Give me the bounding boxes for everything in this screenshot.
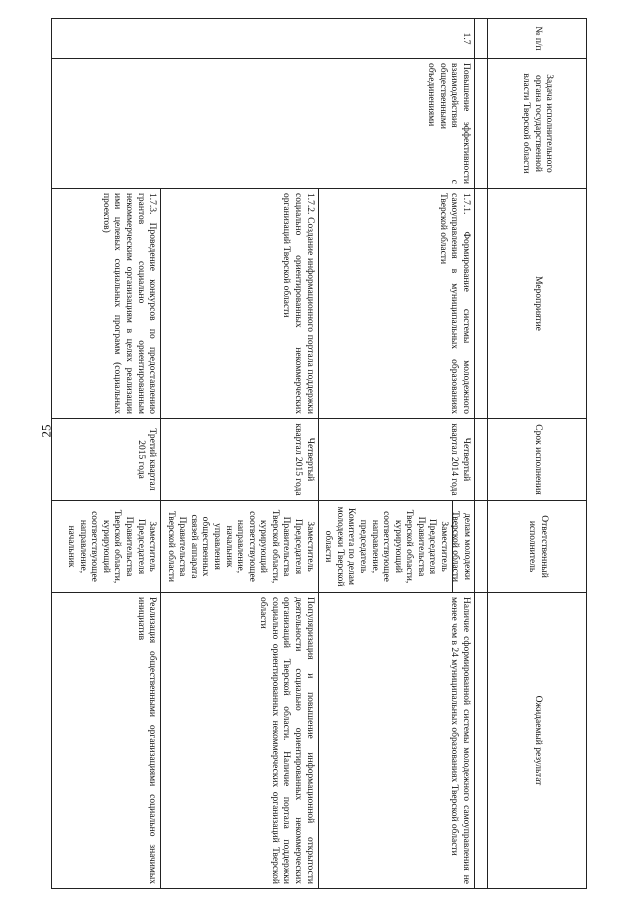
page-number: 25 <box>38 424 54 438</box>
deadline-cell: Четвертый квартал 2014 года <box>318 419 474 501</box>
header-result: Ожидаемый результат <box>488 593 587 889</box>
action-plan-table <box>51 18 587 889</box>
header-task: Задача исполнительного органа государственной власти Тверской области <box>488 59 587 189</box>
header-responsible: Ответственный исполнитель <box>488 501 587 593</box>
task-text: Повышение эффективности взаимодействия с общественными объединениями <box>52 59 475 189</box>
task-num: 1.7 <box>52 19 475 59</box>
separator-row <box>475 19 488 889</box>
deadline-cell: Третий квартал 2015 года <box>52 419 161 501</box>
previous-row-tail: делам молодежи Тверской области <box>452 501 474 592</box>
responsible-text: Заместитель Председателя Правительства Тверской области, курирующий соответствующее направление, председатель Комитета по делам молодежи Тверской области <box>323 506 449 587</box>
result-cell: Популяризация и повышение информационной открытости деятельности социально ориентированных некоммерческих организаций Тверской области. Наличие портала поддержки социально ориентированных некоммерческих организаций Тверской области <box>161 593 319 889</box>
header-num: № п/п <box>488 19 587 59</box>
measure-cell: 1.7.2. Создание информационного портала поддержки социально ориентированных некоммерческих организаций Тверской области <box>161 189 319 419</box>
responsible-cell: Заместитель Председателя Правительства Тверской области, курирующий соответствующее направление, начальник управления общественных связей аппарата Правительства Тверской области <box>161 501 319 593</box>
header-measure: Мероприятие <box>488 189 587 419</box>
measure-cell: 1.7.1. Формирование системы молодежного самоуправления в муниципальных образованиях Тверской области <box>318 189 474 419</box>
header-row <box>488 19 587 889</box>
header-deadline: Срок исполнения <box>488 419 587 501</box>
table-row <box>318 19 474 889</box>
deadline-cell: Четвертый квартал 2015 года <box>161 419 319 501</box>
responsible-cell: Заместитель Председателя Правительства Тверской области, курирующий соответствующее направление, начальник <box>52 501 161 593</box>
rotated-table-area <box>66 18 587 888</box>
responsible-cell <box>318 501 474 593</box>
result-cell: Наличие сформированной системы молодежного самоуправления не менее чем в 24 муниципальных образованиях Тверской области <box>318 593 474 889</box>
result-cell: Реализация общественными организациями социально значимых инициатив <box>52 593 161 889</box>
measure-cell: 1.7.3. Проведение конкурсов по предоставлению грантов социально ориентированным некоммерческим организациям в целях реализации ими целевых социальных программ (социальных проектов) <box>52 189 161 419</box>
